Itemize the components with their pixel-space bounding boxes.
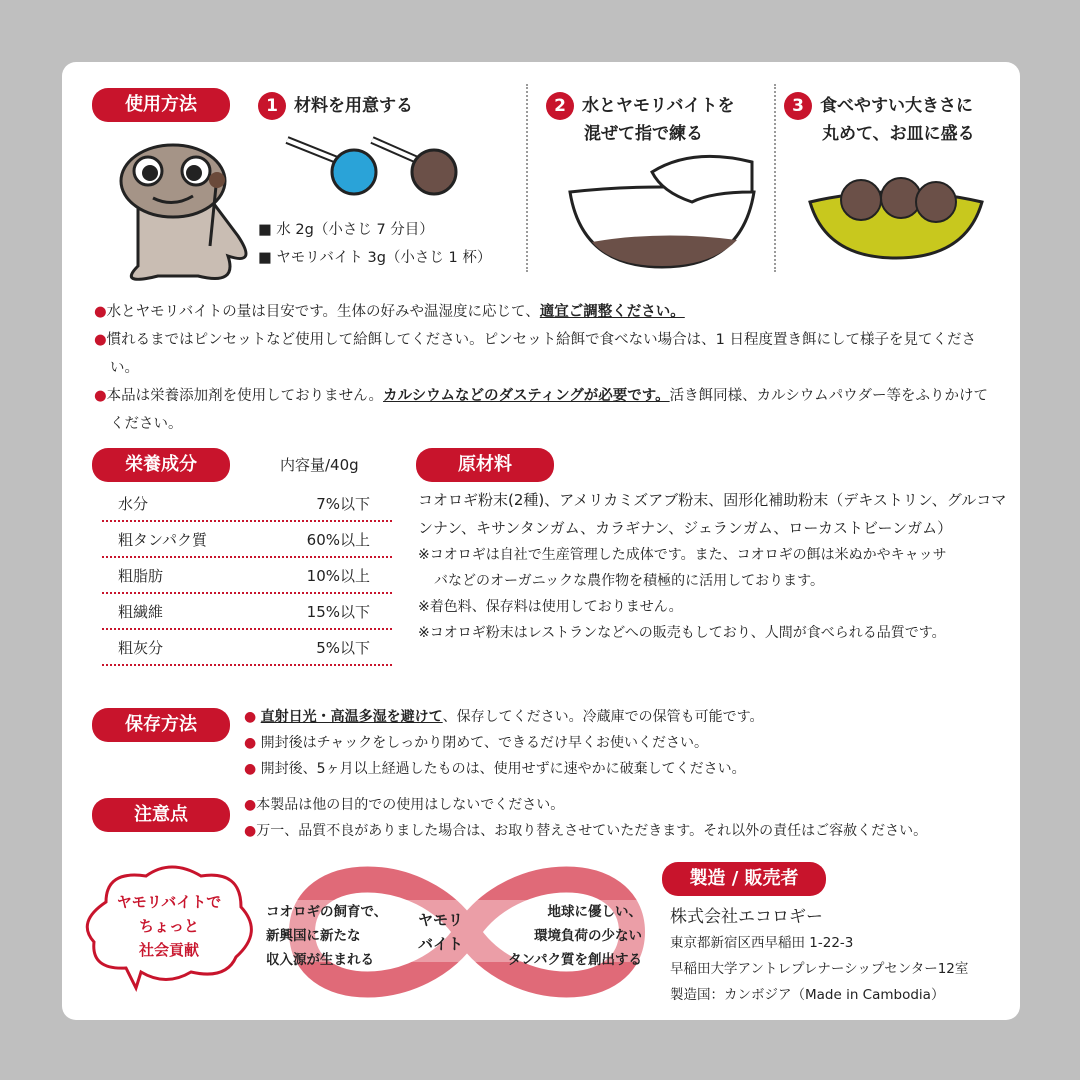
product-label — [62, 62, 1020, 1020]
step-2: 2 水とヤモリバイトを 混ぜて指で練る — [546, 92, 735, 148]
nutrition-row: 粗繊維 15%以下 — [102, 594, 392, 630]
caution-label: 注意点 — [92, 798, 230, 832]
storage-items: ● 直射日光・高温多湿を避けて、保存してください。冷蔵庫での保管も可能です。 ● 開封後はチャックをしっかり閉めて、できるだけ早くお使いください。 ● 開封後、5ヶ月以上経過したものは、使用せずに速やかに破棄してください。 — [244, 709, 764, 777]
loop-right-text: 地球に優しい、 環境負荷の少ない タンパク質を創出する — [507, 904, 642, 968]
raw-materials-text: コオロギ粉末(2種)、アメリカミズアブ粉末、固形化補助粉末（デキストリン、グルコマンナン、キサンタンガム、カラギナン、ジェランガム、ローカストビーンガム） — [418, 491, 1007, 537]
storage-label: 保存方法 — [92, 708, 230, 742]
divider — [526, 84, 528, 272]
gecko-mascot-illustration — [98, 136, 248, 286]
step-3: 3 食べやすい大きさに 丸めて、お皿に盛る — [784, 92, 975, 148]
social-contribution-bubble: ヤモリバイトで ちょっと 社会貢献 — [116, 893, 222, 959]
maker-label: 製造 / 販売者 — [662, 862, 826, 896]
nutrition-row: 粗脂肪 10%以上 — [102, 558, 392, 594]
usage-note: ●慣れるまではピンセットなど使用して給餌してください。ピンセット給餌で食べない場合は、1 日程度置き餌にして様子を見てください。 — [94, 332, 976, 376]
mixing-bowl-illustration — [562, 152, 762, 272]
company-name: 株式会社エコロギー — [670, 907, 823, 927]
measuring-spoons-illustration — [282, 132, 472, 212]
loop-center-text: ヤモリ バイト — [418, 911, 464, 953]
caution-items: ●本製品は他の目的での使用はしないでください。 ●万一、品質不良がありました場合は、お取り替えさせていただきます。それ以外の責任はご容赦ください。 — [244, 797, 928, 839]
usage-note: ●水とヤモリバイトの量は目安です。生体の好みや温湿度に応じて、適宜ご調整ください。 — [94, 304, 685, 320]
maker-address: 東京都新宿区西早稲田 1-22-3 早稲田大学アントレプレナーシップセンター12室 製造国：カンボジア（Made in Cambodia） — [670, 935, 969, 1003]
plate-with-balls-illustration — [806, 172, 986, 262]
divider — [774, 84, 776, 272]
usage-label: 使用方法 — [92, 88, 230, 122]
nutrition-row: 水分 7%以下 — [102, 486, 392, 522]
raw-materials-label: 原材料 — [416, 448, 554, 482]
loop-left-text: コオロギの飼育で、 新興国に新たな 収入源が生まれる — [266, 904, 388, 968]
nutrition-label: 栄養成分 — [92, 448, 230, 482]
step-1: 1 材料を用意する — [258, 92, 413, 120]
usage-note: ●本品は栄養添加剤を使用しておりません。カルシウムなどのダスティングが必要です。活き餌同様、カルシウムパウダー等をふりかけてください。 — [94, 388, 988, 432]
ingredient-water: ■ 水 2g（小さじ 7 分目） — [258, 222, 434, 238]
nutrition-row: 粗タンパク質 60%以上 — [102, 522, 392, 558]
usage-notes — [94, 298, 994, 438]
nutrition-row: 粗灰分 5%以下 — [102, 630, 392, 666]
raw-notes: ※コオロギは自社で生産管理した成体です。また、コオロギの餌は米ぬかやキャッサバなどのオーガニックな農作物を積極的に活用しております。 ※着色料、保存料は使用しておりません。 ※コオロギ粉末はレストランなどへの販売もしており、人間が食べられる品質です。 — [418, 547, 947, 641]
ingredient-yamoribite: ■ ヤモリバイト 3g（小さじ 1 杯） — [258, 250, 492, 266]
net-content: 内容量/40g — [280, 456, 359, 474]
